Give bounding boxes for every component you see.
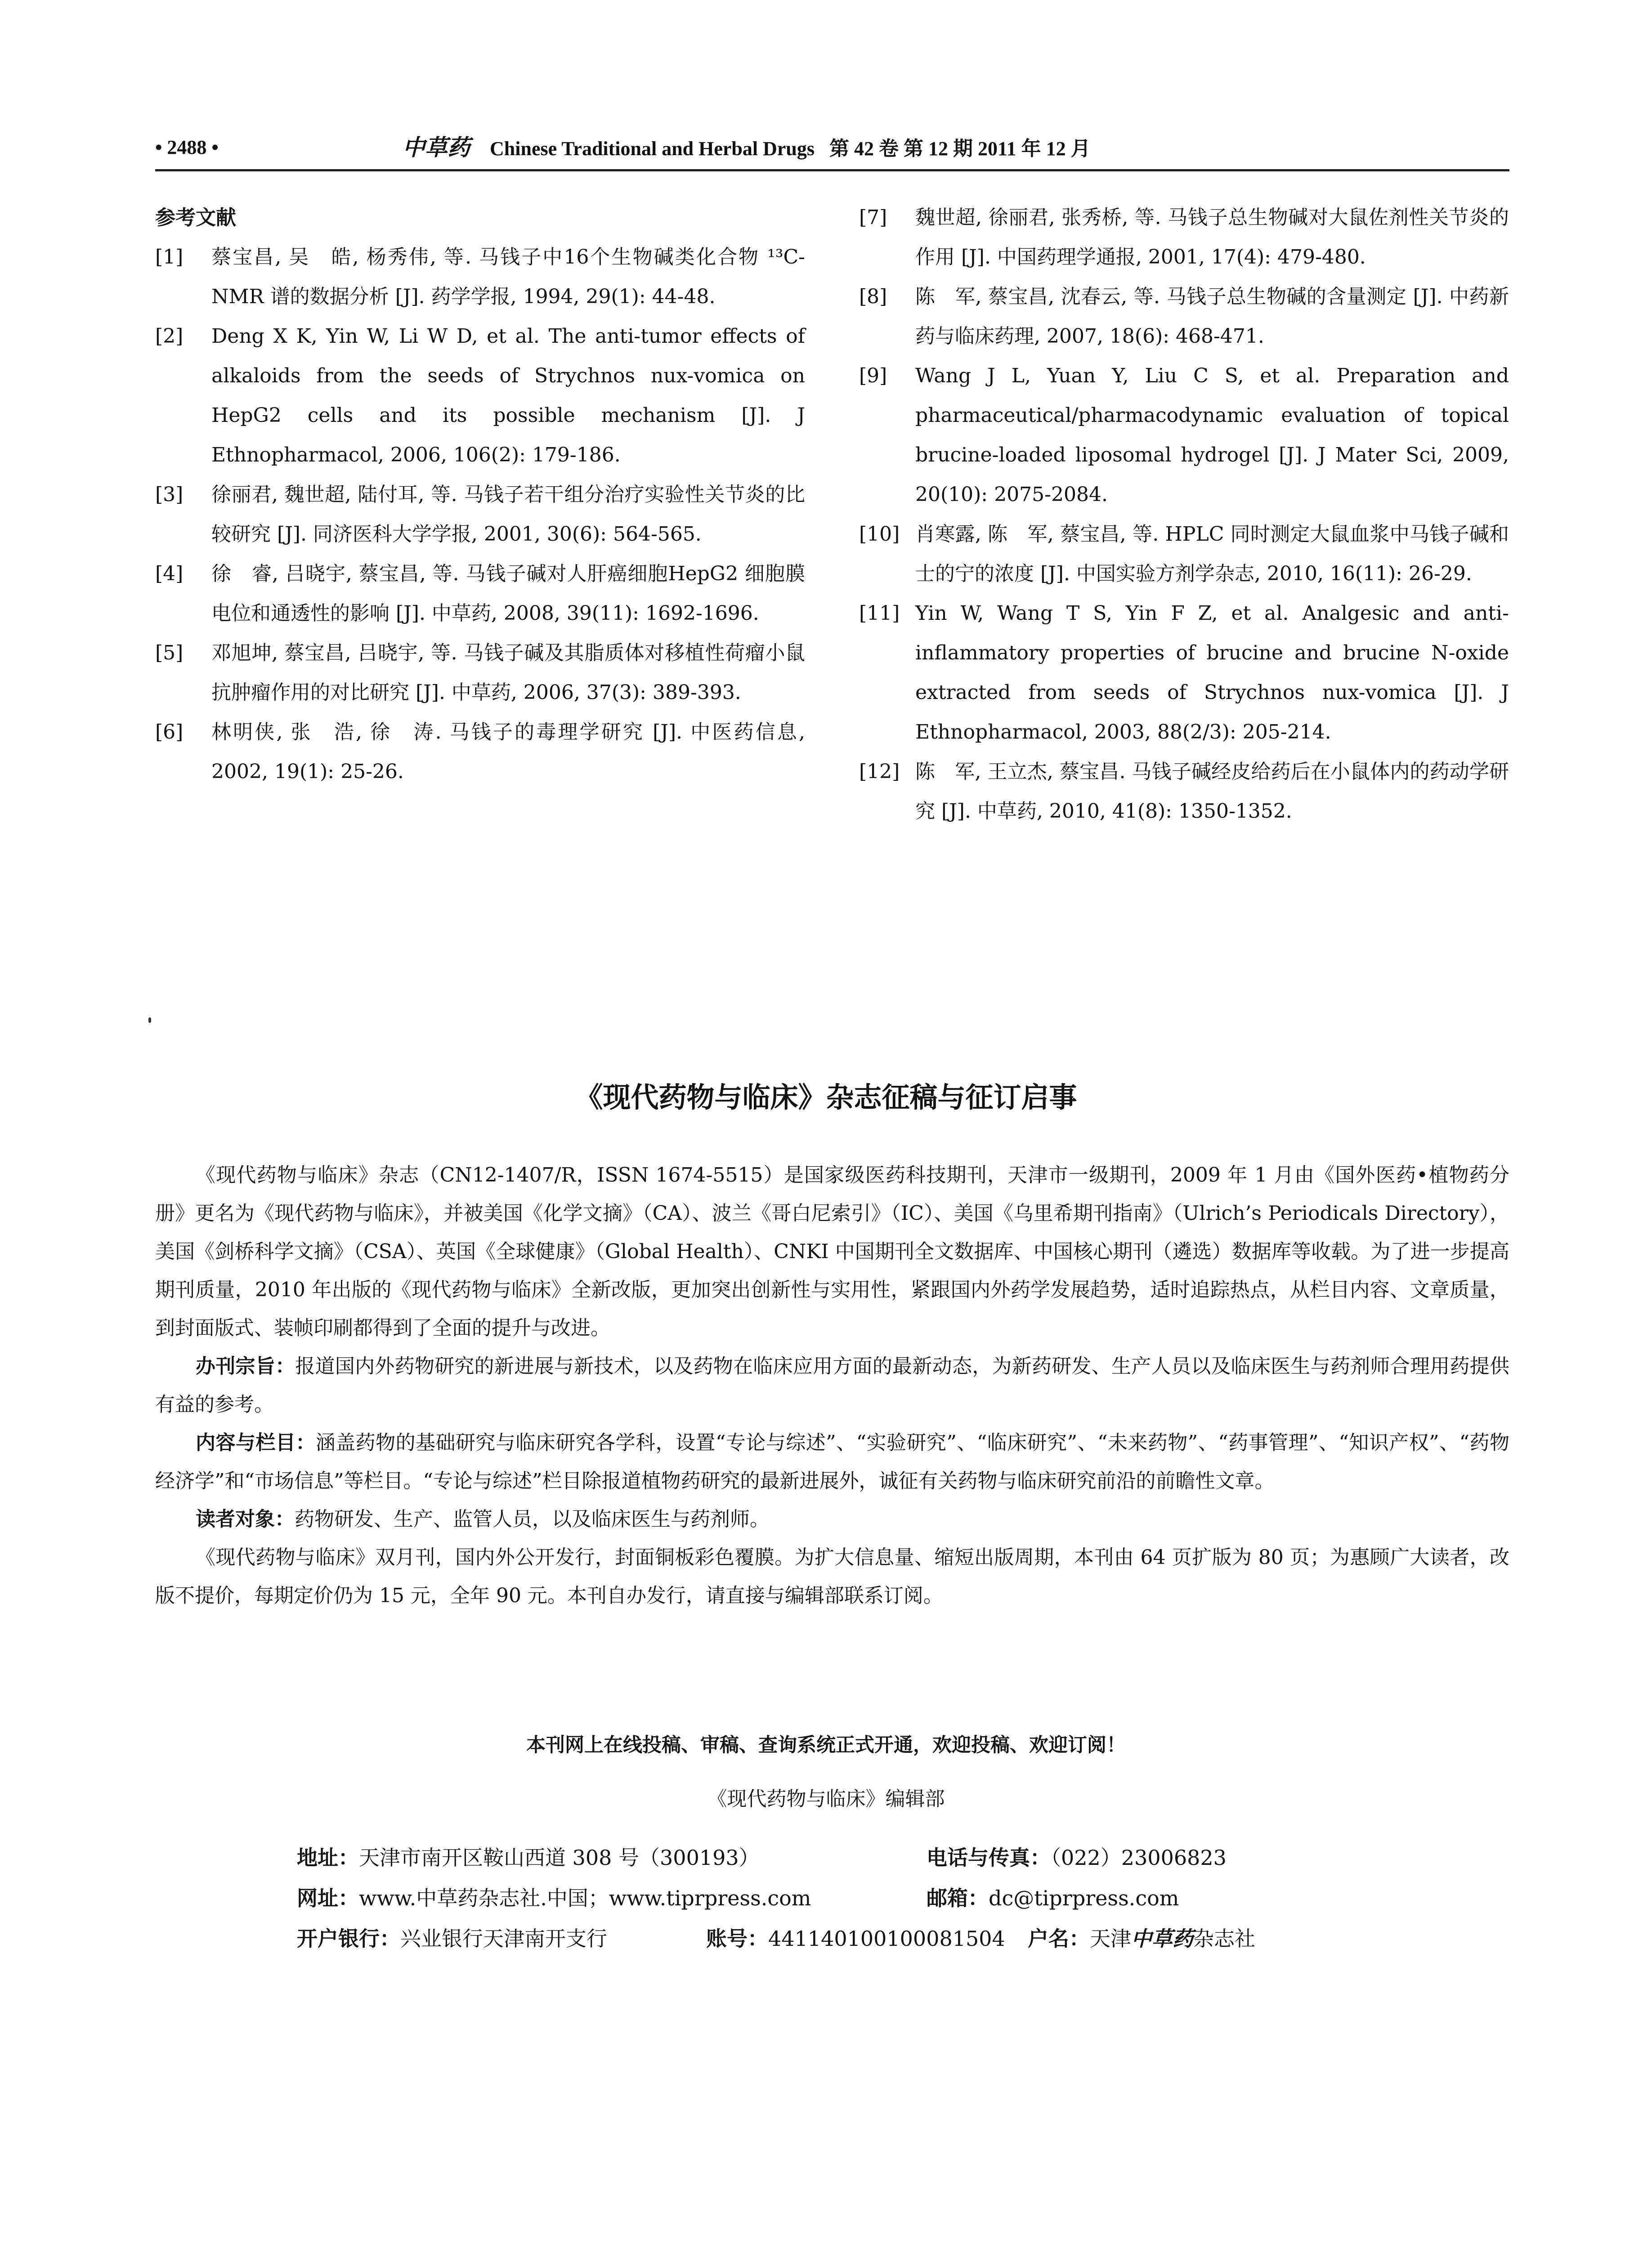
- notice-intro: 《现代药物与临床》杂志（CN12-1407/R，ISSN 1674-5515）是国家级医药科技期刊，天津市一级期刊，2009 年 1 月由《国外医药•植物药分册》更名为《现代药物与临床》，并被美国《化学文摘》（CA）、波兰《哥白尼索引》（IC）、美国《乌里希期刊指南》（Ulrich’s Periodicals Directory），美国《剑桥科学文摘》（CSA）、英国《全球健康》（Global Health）、CNKI 中国期刊全文数据库、中国核心期刊（遴选）数据库等收载。为了进一步提高期刊质量，2010 年出版的《现代药物与临床》全新改版，更加突出创新性与实用性，紧跟国内外药学发展趋势，适时追踪热点，从栏目内容、文章质量，到封面版式、装帧印刷都得到了全面的提升与改进。: [155, 1164, 1509, 1340]
- reference-text: Yin W, Wang T S, Yin F Z, et al. Analgesic and anti-inflammatory properties of brucine and brucine N-oxide extracted from seeds of Strychnos nux-vomica [J]. J Ethnopharmacol, 2003, 88(2/3): 205-214.: [915, 602, 1509, 744]
- readers-label: 读者对象：: [196, 1508, 295, 1531]
- reference-item: [155, 237, 805, 317]
- reference-item: [859, 356, 1509, 515]
- account-name-label: 户名：: [1028, 1926, 1090, 1951]
- reference-number: [4]: [155, 562, 184, 585]
- reference-text: 徐 睿, 吕晓宇, 蔡宝昌, 等. 马钱子碱对人肝癌细胞HepG2 细胞膜电位和通透性的影响 [J]. 中草药, 2008, 39(11): 1692-1696.: [211, 562, 805, 625]
- running-header: [155, 131, 1509, 171]
- reference-list-right: [859, 198, 1509, 831]
- reference-item: [155, 554, 805, 633]
- reference-item: [859, 515, 1509, 594]
- journal-title-cn: 中草药: [403, 134, 470, 161]
- journal-title: [403, 131, 1091, 165]
- reference-item: [859, 752, 1509, 831]
- reference-text: 邓旭坤, 蔡宝昌, 吕晓宇, 等. 马钱子碱及其脂质体对移植性荷瘤小鼠抗肿瘤作用的对比研究 [J]. 中草药, 2006, 37(3): 389-393.: [211, 641, 805, 704]
- journal-title-en: Chinese Traditional and Herbal Drugs: [490, 138, 815, 160]
- notice-publish: 《现代药物与临床》双月刊，国内外公开发行，封面铜板彩色覆膜。为扩大信息量、缩短出版周期，本刊由 64 页扩版为 80 页；为惠顾广大读者，改版不提价，每期定价仍为 15 元，全年 90 元。本刊自办发行，请直接与编辑部联系订阅。: [155, 1546, 1509, 1607]
- reference-item: [155, 633, 805, 712]
- references-left-column: [155, 198, 805, 792]
- bank-label: 开户银行：: [297, 1926, 400, 1951]
- reference-text: Deng X K, Yin W, Li W D, et al. The anti-tumor effects of alkaloids from the seeds of Strychnos nux-vomica on HepG2 cells and its possible mechanism [J]. J Ethnopharmacol, 2006, 106(2): 179-186.: [211, 325, 805, 466]
- reference-item: [155, 712, 805, 792]
- account-value: 441140100100081504: [768, 1926, 1005, 1951]
- stray-mark: [148, 1017, 151, 1023]
- email-value[interactable]: dc@tiprpress.com: [989, 1886, 1179, 1910]
- notice-title: 《现代药物与临床》杂志征稿与征订启事: [575, 1081, 1077, 1114]
- reference-item: [859, 277, 1509, 356]
- notice-body: [155, 1156, 1509, 1615]
- content-text: 涵盖药物的基础研究与临床研究各学科，设置“专论与综述”、“实验研究”、“临床研究”、“未来药物”、“药事管理”、“知识产权”、“药物经济学”和“市场信息”等栏目。“专论与综述”栏目除报道植物药研究的最新进展外，诚征有关药物与临床研究前沿的前瞻性文章。: [155, 1431, 1510, 1492]
- content-label: 内容与栏目：: [196, 1431, 316, 1454]
- contact-block: [297, 1837, 1511, 1959]
- references-heading: 参考文献: [155, 206, 237, 229]
- bank-value: 兴业银行天津南开支行: [400, 1926, 607, 1951]
- email-label: 邮箱：: [927, 1886, 989, 1910]
- account-name-brand: 中草药: [1131, 1926, 1193, 1951]
- reference-number: [9]: [859, 364, 887, 387]
- reference-number: [3]: [155, 483, 184, 506]
- account-name-suffix: 杂志社: [1193, 1926, 1255, 1951]
- reference-text: 陈 军, 王立杰, 蔡宝昌. 马钱子碱经皮给药后在小鼠体内的药动学研究 [J]. 中草药, 2010, 41(8): 1350-1352.: [915, 760, 1509, 823]
- notice-content: [155, 1424, 1509, 1500]
- page-number: • 2488 •: [155, 136, 219, 158]
- issue-info: 第 42 卷 第 12 期 2011 年 12 月: [829, 138, 1091, 160]
- references-right-column: [859, 198, 1509, 831]
- reference-number: [1]: [155, 246, 184, 269]
- contact-row-address: [297, 1837, 1511, 1878]
- contact-row-web: [297, 1878, 1511, 1918]
- reference-item: [155, 475, 805, 554]
- reference-number: [12]: [859, 760, 900, 783]
- reference-text: Wang J L, Yuan Y, Liu C S, et al. Preparation and pharmaceutical/pharmacodynamic evaluation of topical brucine-loaded liposomal hydrogel [J]. J Mater Sci, 2009, 20(10): 2075-2084.: [915, 364, 1509, 506]
- address-value: 天津市南开区鞍山西道 308 号（300193）: [359, 1846, 760, 1870]
- notice-readers: [155, 1500, 1509, 1538]
- phone-label: 电话与传真：: [927, 1846, 1051, 1870]
- reference-number: [6]: [155, 721, 184, 744]
- web-label: 网址：: [297, 1886, 359, 1910]
- online-submission-notice: 本刊网上在线投稿、审稿、查询系统正式开通，欢迎投稿、欢迎订阅！: [526, 1734, 1126, 1756]
- reference-number: [10]: [859, 523, 900, 546]
- reference-text: 肖寒露, 陈 军, 蔡宝昌, 等. HPLC 同时测定大鼠血浆中马钱子碱和士的宁的浓度 [J]. 中国实验方剂学杂志, 2010, 16(11): 26-29.: [915, 523, 1509, 585]
- reference-item: [859, 594, 1509, 752]
- reference-text: 陈 军, 蔡宝昌, 沈春云, 等. 马钱子总生物碱的含量测定 [J]. 中药新药与临床药理, 2007, 18(6): 468-471.: [915, 285, 1509, 348]
- reference-text: 林明侠, 张 浩, 徐 涛. 马钱子的毒理学研究 [J]. 中医药信息, 2002, 19(1): 25-26.: [211, 721, 805, 783]
- web-value[interactable]: www.中草药杂志社.中国；www.tiprpress.com: [359, 1886, 811, 1910]
- reference-number: [11]: [859, 602, 900, 625]
- reference-text: 魏世超, 徐丽君, 张秀桥, 等. 马钱子总生物碱对大鼠佐剂性关节炎的作用 [J]. 中国药理学通报, 2001, 17(4): 479-480.: [915, 206, 1509, 269]
- reference-item: [859, 198, 1509, 277]
- reference-number: [5]: [155, 641, 184, 664]
- aim-label: 办刊宗旨：: [196, 1355, 295, 1378]
- reference-number: [7]: [859, 206, 887, 229]
- notice-aim: [155, 1347, 1509, 1424]
- address-label: 地址：: [297, 1846, 359, 1870]
- reference-item: [155, 317, 805, 475]
- phone-value: （022）23006823: [1051, 1846, 1227, 1870]
- account-name-prefix: 天津: [1090, 1926, 1131, 1951]
- readers-text: 药物研发、生产、监管人员，以及临床医生与药剂师。: [295, 1508, 770, 1531]
- reference-number: [8]: [859, 285, 887, 308]
- editorial-department: 《现代药物与临床》编辑部: [707, 1788, 945, 1810]
- account-label: 账号：: [706, 1926, 768, 1951]
- reference-list-left: [155, 237, 805, 792]
- aim-text: 报道国内外药物研究的新进展与新技术，以及药物在临床应用方面的最新动态，为新药研发、生产人员以及临床医生与药剂师合理用药提供有益的参考。: [155, 1355, 1509, 1416]
- reference-text: 徐丽君, 魏世超, 陆付耳, 等. 马钱子若干组分治疗实验性关节炎的比较研究 [J]. 同济医科大学学报, 2001, 30(6): 564-565.: [211, 483, 805, 546]
- reference-text: 蔡宝昌, 吴 皓, 杨秀伟, 等. 马钱子中16个生物碱类化合物 ¹³C-NMR 谱的数据分析 [J]. 药学学报, 1994, 29(1): 44-48.: [211, 246, 805, 308]
- contact-row-bank: [297, 1918, 1511, 1959]
- reference-number: [2]: [155, 325, 184, 348]
